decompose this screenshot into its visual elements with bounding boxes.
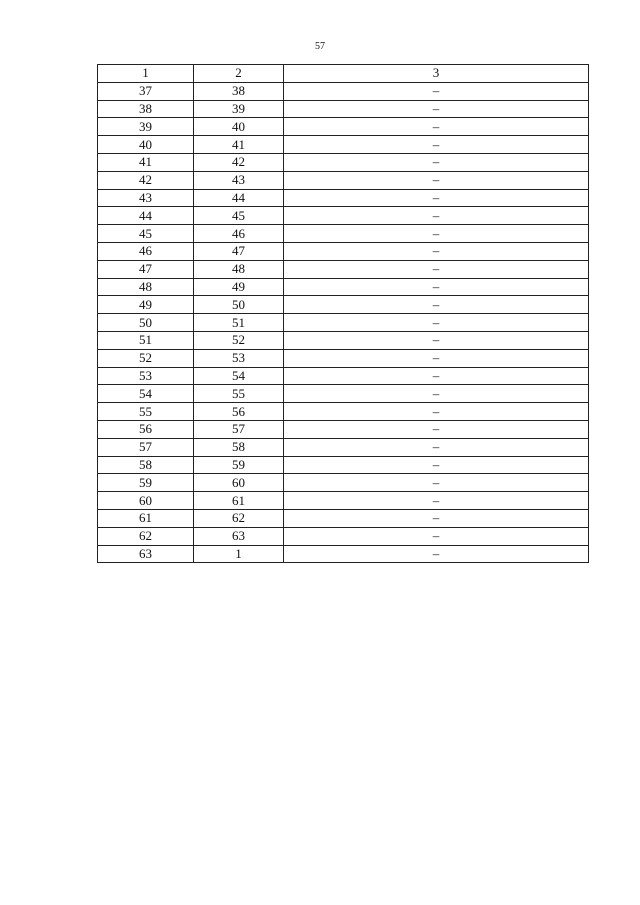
table-row <box>98 296 589 314</box>
table-row <box>98 349 589 367</box>
table-cell-col-2: 59 <box>194 456 284 474</box>
table-cell-col-3: – <box>284 207 589 225</box>
table-cell-col-2: 44 <box>194 189 284 207</box>
table-cell-col-1: 63 <box>98 545 194 563</box>
table-cell-col-1: 60 <box>98 492 194 510</box>
table-cell-col-1: 40 <box>98 136 194 154</box>
table-cell-col-1: 53 <box>98 367 194 385</box>
table-cell-col-1: 46 <box>98 242 194 260</box>
table-cell-col-1: 61 <box>98 509 194 527</box>
table-cell-col-2: 54 <box>194 367 284 385</box>
table-row <box>98 136 589 154</box>
table-row <box>98 545 589 563</box>
table-cell-col-1: 52 <box>98 349 194 367</box>
table-cell-col-3: – <box>284 420 589 438</box>
table-cell-col-2: 58 <box>194 438 284 456</box>
table-cell-col-1: 45 <box>98 225 194 243</box>
table-cell-col-1: 47 <box>98 260 194 278</box>
table-cell-col-3: – <box>284 367 589 385</box>
table-cell-col-1: 51 <box>98 331 194 349</box>
column-header-1: 1 <box>98 65 194 83</box>
table-cell-col-3: – <box>284 153 589 171</box>
table-cell-col-2: 49 <box>194 278 284 296</box>
table-cell-col-3: – <box>284 492 589 510</box>
table-cell-col-1: 57 <box>98 438 194 456</box>
table-cell-col-3: – <box>284 314 589 332</box>
table-cell-col-1: 43 <box>98 189 194 207</box>
table-cell-col-1: 62 <box>98 527 194 545</box>
table-cell-col-1: 42 <box>98 171 194 189</box>
data-table <box>97 64 589 563</box>
table-row <box>98 509 589 527</box>
table-cell-col-1: 41 <box>98 153 194 171</box>
column-header-2: 2 <box>194 65 284 83</box>
table-cell-col-1: 49 <box>98 296 194 314</box>
table-cell-col-1: 48 <box>98 278 194 296</box>
table-row <box>98 367 589 385</box>
table-row <box>98 82 589 100</box>
table-cell-col-3: – <box>284 296 589 314</box>
table-row <box>98 456 589 474</box>
table-cell-col-2: 48 <box>194 260 284 278</box>
table-row <box>98 314 589 332</box>
table-cell-col-2: 46 <box>194 225 284 243</box>
table-cell-col-3: – <box>284 225 589 243</box>
table-row <box>98 242 589 260</box>
table-cell-col-3: – <box>284 82 589 100</box>
table-cell-col-2: 61 <box>194 492 284 510</box>
table-cell-col-3: – <box>284 260 589 278</box>
table-row <box>98 171 589 189</box>
table-cell-col-2: 41 <box>194 136 284 154</box>
table-cell-col-3: – <box>284 242 589 260</box>
table-cell-col-2: 42 <box>194 153 284 171</box>
table-body <box>98 82 589 563</box>
table-cell-col-3: – <box>284 189 589 207</box>
table-cell-col-3: – <box>284 171 589 189</box>
table-cell-col-2: 1 <box>194 545 284 563</box>
table-cell-col-3: – <box>284 456 589 474</box>
table-cell-col-3: – <box>284 136 589 154</box>
header-row <box>98 65 589 83</box>
table-row <box>98 420 589 438</box>
table-cell-col-2: 38 <box>194 82 284 100</box>
table-cell-col-2: 39 <box>194 100 284 118</box>
table-cell-col-2: 57 <box>194 420 284 438</box>
table-cell-col-2: 56 <box>194 403 284 421</box>
table-cell-col-2: 45 <box>194 207 284 225</box>
table-row <box>98 278 589 296</box>
table-cell-col-1: 37 <box>98 82 194 100</box>
table-cell-col-3: – <box>284 349 589 367</box>
table-cell-col-2: 55 <box>194 385 284 403</box>
table-cell-col-3: – <box>284 474 589 492</box>
table-cell-col-3: – <box>284 403 589 421</box>
table-cell-col-3: – <box>284 385 589 403</box>
table-cell-col-1: 39 <box>98 118 194 136</box>
table-row <box>98 438 589 456</box>
table-row <box>98 207 589 225</box>
table-cell-col-3: – <box>284 509 589 527</box>
table-cell-col-2: 43 <box>194 171 284 189</box>
table-cell-col-1: 54 <box>98 385 194 403</box>
table-cell-col-2: 53 <box>194 349 284 367</box>
table-cell-col-1: 59 <box>98 474 194 492</box>
table-cell-col-1: 44 <box>98 207 194 225</box>
page-number: 57 <box>315 41 325 52</box>
table-row <box>98 189 589 207</box>
table-cell-col-2: 62 <box>194 509 284 527</box>
table-cell-col-3: – <box>284 438 589 456</box>
table-cell-col-2: 50 <box>194 296 284 314</box>
table-row <box>98 492 589 510</box>
table-cell-col-1: 56 <box>98 420 194 438</box>
table-cell-col-2: 63 <box>194 527 284 545</box>
table-cell-col-3: – <box>284 545 589 563</box>
table-cell-col-2: 47 <box>194 242 284 260</box>
table-cell-col-1: 50 <box>98 314 194 332</box>
table-row <box>98 527 589 545</box>
table-cell-col-3: – <box>284 100 589 118</box>
table-row <box>98 225 589 243</box>
table-cell-col-1: 58 <box>98 456 194 474</box>
table-cell-col-3: – <box>284 527 589 545</box>
table-cell-col-3: – <box>284 331 589 349</box>
table-row <box>98 385 589 403</box>
table-cell-col-3: – <box>284 118 589 136</box>
table-cell-col-2: 51 <box>194 314 284 332</box>
table-row <box>98 403 589 421</box>
table-cell-col-2: 60 <box>194 474 284 492</box>
table-row <box>98 118 589 136</box>
table-row <box>98 153 589 171</box>
table-cell-col-2: 40 <box>194 118 284 136</box>
table-row <box>98 331 589 349</box>
table-row <box>98 474 589 492</box>
table-row <box>98 100 589 118</box>
table-cell-col-3: – <box>284 278 589 296</box>
table-cell-col-2: 52 <box>194 331 284 349</box>
table-cell-col-1: 55 <box>98 403 194 421</box>
table-cell-col-1: 38 <box>98 100 194 118</box>
column-header-3: 3 <box>284 65 589 83</box>
table-row <box>98 260 589 278</box>
